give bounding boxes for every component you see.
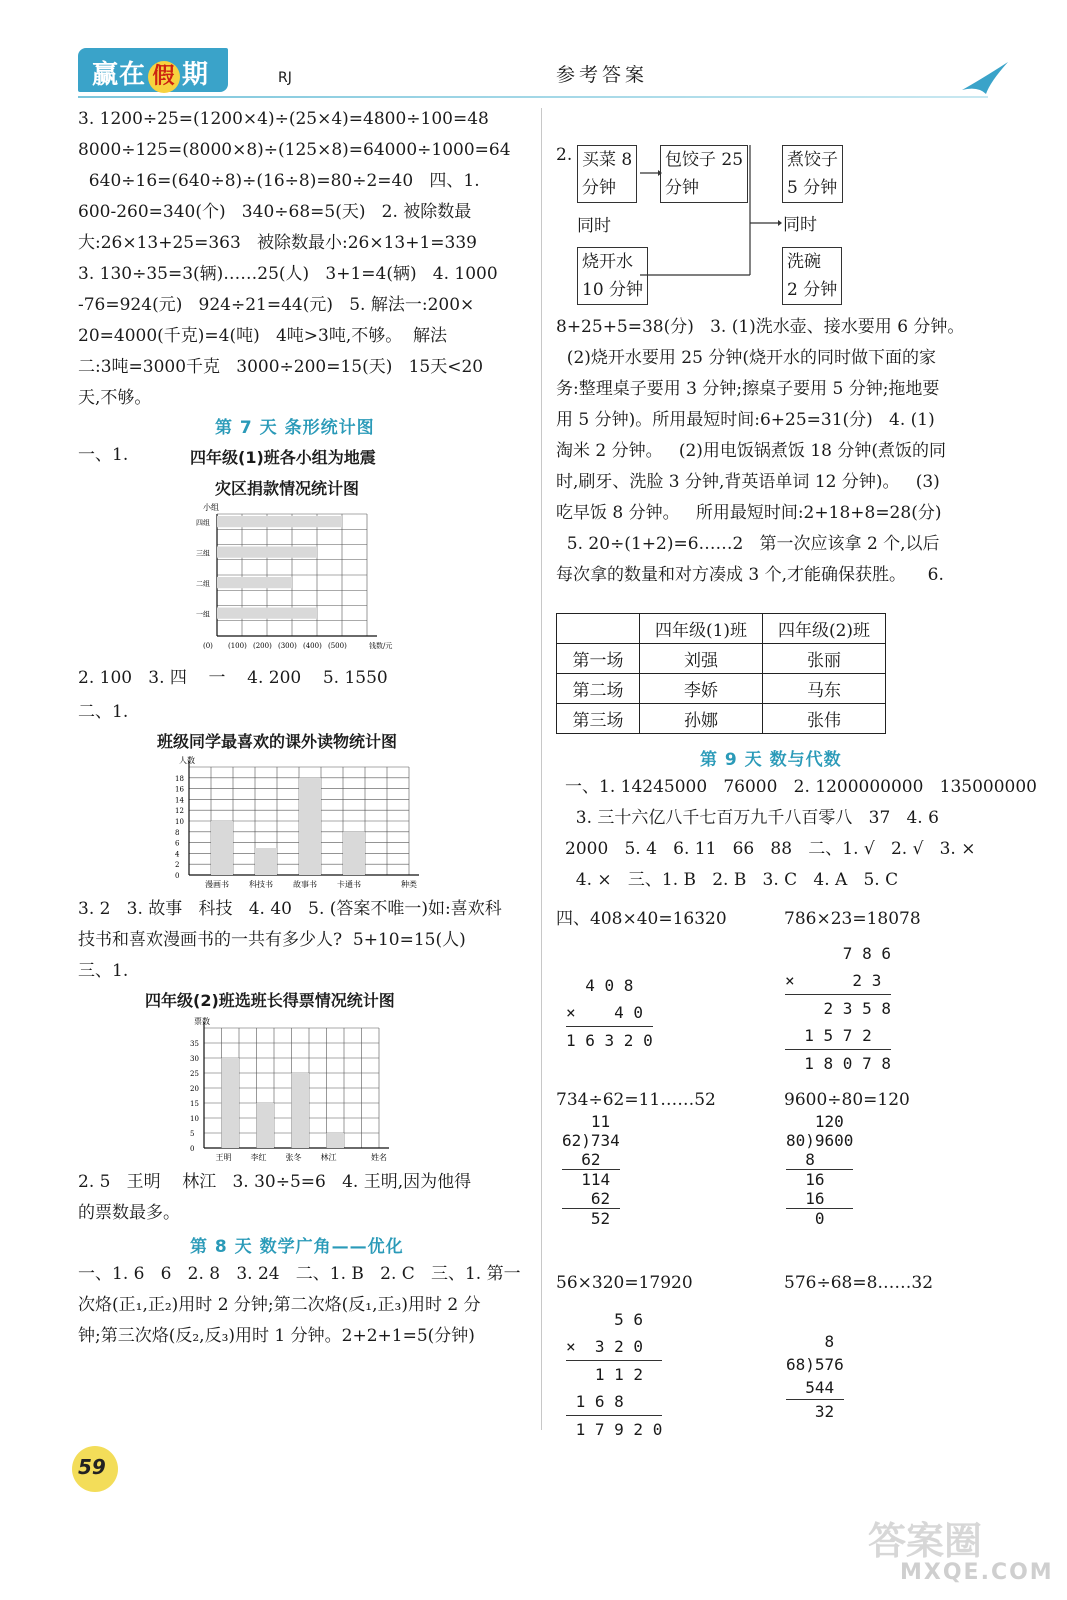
tick-label: (0) <box>203 642 213 650</box>
tick-label: 16 <box>175 785 184 794</box>
page-title: 参考答案 <box>556 64 649 86</box>
axis-label: 小组 <box>203 503 219 512</box>
answer-line: 5. 20÷(1+2)=6……2 第一次应该拿 2 个,以后 <box>556 534 940 554</box>
calc-row: 68)576 <box>786 1355 844 1374</box>
calc-row: 0 <box>786 1209 825 1228</box>
answer-line: 3. 三十六亿八千七百万九千八百零八 37 4. 6 <box>565 808 939 828</box>
equation: 56×320=17920 <box>556 1273 693 1293</box>
answer-line: 天,不够。 <box>78 388 152 408</box>
equation: 9600÷80=120 <box>784 1090 910 1110</box>
calc-row: 62 <box>562 1150 620 1170</box>
question-label: 二、1. <box>78 702 129 722</box>
tick-label: 8 <box>175 828 180 837</box>
calc-row: × 3 2 0 <box>566 1333 662 1361</box>
question-label: 一、1. <box>78 445 129 465</box>
calc-row: 8 <box>786 1332 835 1351</box>
table-cell: 李娇 <box>640 674 763 704</box>
calc-row: 62 <box>562 1189 620 1209</box>
category-label: 故事书 <box>293 880 317 889</box>
answer-line: 3. 130÷35=3(辆)……25(人) 3+1=4(辆) 4. 1000 <box>78 264 498 284</box>
calc-row: 4 0 8 <box>566 976 634 995</box>
calc-row: 544 <box>786 1376 844 1400</box>
logo-text-b: 假 <box>148 61 180 93</box>
question-label: 2. <box>556 145 573 165</box>
chart-donations <box>195 500 395 660</box>
answer-line: 用 5 分钟)。所用最短时间:6+25=31(分) 4. (1) <box>556 410 935 430</box>
vertical-calc <box>562 1112 620 1228</box>
tick-label: 0 <box>175 872 180 880</box>
table-cell: 第二场 <box>557 674 640 704</box>
flow-arrows <box>640 145 785 305</box>
answer-line: -76=924(元) 924÷21=44(元) 5. 解法一:200× <box>78 295 475 315</box>
bar <box>292 1073 310 1148</box>
table-cell: 第三场 <box>557 704 640 734</box>
answer-line: 技书和喜欢漫画书的一共有多少人? 5+10=15(人) <box>78 930 466 950</box>
answer-line: 2. 100 3. 四 一 4. 200 5. 1550 <box>78 668 388 688</box>
answer-line: 一、1. 14245000 76000 2. 1200000000 135000000 <box>565 777 1037 797</box>
answer-line: 640÷16=(640÷8)÷(16÷8)=80÷2=40 四、1. <box>78 171 480 191</box>
logo-text-c: 期 <box>182 60 210 90</box>
calc-row: 2 3 5 8 <box>785 999 891 1018</box>
calc-row: 1 8 0 7 8 <box>785 1054 891 1073</box>
tick-label: 10 <box>175 818 184 826</box>
answer-line: 时,刷牙、洗脸 3 分钟,背英语单词 12 分钟)。 (3) <box>556 472 940 492</box>
axis-label: 种类 <box>401 880 417 889</box>
category-label: 林江 <box>320 1153 337 1162</box>
logo <box>92 54 209 93</box>
bar <box>211 821 233 875</box>
calc-row: 1 6 8 <box>566 1388 662 1416</box>
bar <box>257 1103 275 1148</box>
bar <box>255 848 277 875</box>
answer-line: 钟;第三次烙(反₂,反₃)用时 1 分钟。2+2+1=5(分钟) <box>78 1326 475 1346</box>
calc-row: 52 <box>562 1209 611 1228</box>
axis-label: 票数 <box>194 1017 210 1026</box>
tick-label: 6 <box>175 839 180 848</box>
tick-label: (300) <box>278 642 297 650</box>
flow-simultaneous: 同时 <box>577 216 611 236</box>
category-label: 三组 <box>196 549 210 558</box>
vertical-calc <box>566 972 653 1054</box>
table-row <box>557 674 886 704</box>
tick-label: 5 <box>190 1130 195 1138</box>
category-label: 张冬 <box>285 1153 302 1162</box>
category-label: 二组 <box>196 580 210 588</box>
bar <box>327 1133 345 1148</box>
calc-row: 5 6 <box>566 1310 644 1329</box>
section-day8: 第 8 天 数学广角——优化 <box>190 1237 404 1257</box>
table-cell <box>557 614 640 644</box>
tick-label: (100) <box>228 642 247 650</box>
tick-label: 14 <box>175 796 184 805</box>
flow-node-dumplings: 包饺子 25 分钟 <box>660 145 748 203</box>
calc-row: 32 <box>786 1402 835 1421</box>
bar <box>299 778 321 875</box>
table-cell: 张伟 <box>763 704 886 734</box>
flow-node-water: 烧开水 10 分钟 <box>577 247 648 305</box>
watermark-url: MXQE.COM <box>900 1560 1054 1585</box>
bar <box>222 1058 240 1148</box>
column-divider <box>541 108 542 1430</box>
calc-row: 114 <box>562 1170 611 1189</box>
category-label: 四组 <box>196 519 210 527</box>
table-cell: 张丽 <box>763 644 886 674</box>
chart-votes <box>180 1014 400 1164</box>
tick-label: 20 <box>190 1085 199 1093</box>
calc-row: 7 8 6 <box>785 944 891 963</box>
answer-line: 4. × 三、1. B 2. B 3. C 4. A 5. C <box>565 870 899 890</box>
answer-line: 2000 5. 4 6. 11 66 88 二、1. √ 2. √ 3. × <box>565 839 976 859</box>
axis-label: 人数 <box>179 756 195 765</box>
vertical-calc <box>786 1330 844 1423</box>
flow-node-boil: 煮饺子 5 分钟 <box>782 145 843 203</box>
table-cell: 四年级(2)班 <box>763 614 886 644</box>
bar <box>217 608 317 619</box>
bird-icon <box>960 60 1010 96</box>
answer-line: 淘米 2 分钟。 (2)用电饭锅煮饭 18 分钟(煮饭的同 <box>556 441 946 461</box>
right-answers <box>556 312 1016 591</box>
calc-row: 16 <box>786 1189 853 1209</box>
category-label: 漫画书 <box>205 880 229 889</box>
logo-text-a: 赢在 <box>92 60 147 90</box>
category-label: 李红 <box>250 1153 267 1162</box>
tick-label: 2 <box>175 861 180 870</box>
section-day7: 第 7 天 条形统计图 <box>215 418 375 438</box>
tick-label: 15 <box>190 1100 199 1108</box>
answer-line: 二:3吨=3000千克 3000÷200=15(天) 15天<20 <box>78 357 484 377</box>
chart-title: 四年级(2)班选班长得票情况统计图 <box>145 991 395 1010</box>
tick-label: 30 <box>190 1055 199 1063</box>
equation: 734÷62=11……52 <box>556 1090 716 1110</box>
calc-row: 11 <box>562 1112 611 1131</box>
tick-label: (200) <box>253 642 272 650</box>
category-label: 王明 <box>215 1153 232 1162</box>
calc-row: 120 <box>786 1112 844 1131</box>
calc-row: 1 5 7 2 <box>785 1022 891 1050</box>
bar <box>343 832 365 875</box>
calc-row: × 4 0 <box>566 999 653 1027</box>
answer-line: 吃早饭 8 分钟。 所用最短时间:2+18+8=28(分) <box>556 503 942 523</box>
bar <box>217 516 342 527</box>
category-label: 科技书 <box>249 880 273 889</box>
tick-label: 25 <box>190 1070 199 1078</box>
chart-reading <box>165 755 435 890</box>
answer-line: 每次拿的数量和对方凑成 3 个,才能确保获胜。 6. <box>556 565 944 585</box>
equation: 四、408×40=16320 <box>556 909 727 929</box>
flow-simultaneous: 同时 <box>783 215 817 235</box>
answer-line: (2)烧开水要用 25 分钟(烧开水的同时做下面的家 <box>556 348 936 368</box>
equation: 786×23=18078 <box>784 909 921 929</box>
chart-title: 灾区捐款情况统计图 <box>215 479 360 498</box>
table-cell: 马东 <box>763 674 886 704</box>
calc-row: 1 7 9 2 0 <box>566 1420 663 1439</box>
table-cell: 刘强 <box>640 644 763 674</box>
vertical-calc <box>785 940 891 1077</box>
watermark-logo: 答案圈 <box>868 1519 983 1563</box>
tick-label: (400) <box>303 642 322 650</box>
vertical-calc <box>786 1112 853 1228</box>
answer-line: 次烙(正₁,正₂)用时 2 分钟;第二次烙(反₁,正₃)用时 2 分 <box>78 1295 481 1315</box>
calc-row: 16 <box>786 1170 825 1189</box>
answer-line: 600-260=340(个) 340÷68=5(天) 2. 被除数最 <box>78 202 472 222</box>
vertical-calc <box>566 1306 662 1443</box>
match-table <box>556 613 886 734</box>
answer-line: 3. 2 3. 故事 科技 4. 40 5. (答案不唯一)如:喜欢科 <box>78 899 502 919</box>
tick-label: 4 <box>175 850 180 859</box>
question-label: 三、1. <box>78 961 129 981</box>
chart-title: 班级同学最喜欢的课外读物统计图 <box>157 732 398 751</box>
day9-answers <box>565 772 1037 896</box>
axis-label: 钱数/元 <box>369 642 393 650</box>
table-row <box>557 704 886 734</box>
chart-title: 四年级(1)班各小组为地震 <box>190 448 376 467</box>
category-label: 一组 <box>196 610 210 619</box>
edition-label: RJ <box>278 70 292 86</box>
page-number: 59 <box>78 1455 106 1479</box>
flow-node-buy: 买菜 8 分钟 <box>577 145 637 203</box>
table-cell: 四年级(1)班 <box>640 614 763 644</box>
calc-row: 1 1 2 <box>566 1365 644 1384</box>
table-cell: 孙娜 <box>640 704 763 734</box>
category-label: 卡通书 <box>337 880 361 889</box>
answer-line: 8000÷125=(8000×8)÷(125×8)=64000÷1000=64 <box>78 140 511 160</box>
tick-label: 18 <box>175 774 184 783</box>
answer-line: 务:整理桌子要用 3 分钟;擦桌子要用 5 分钟;拖地要 <box>556 379 940 399</box>
tick-label: 0 <box>190 1145 195 1153</box>
answer-line: 8+25+5=38(分) 3. (1)洗水壶、接水要用 6 分钟。 <box>556 317 965 337</box>
equation: 576÷68=8……32 <box>784 1273 934 1293</box>
answer-line: 20=4000(千克)=4(吨) 4吨>3吨,不够。 解法 <box>78 326 448 346</box>
tick-label: 35 <box>190 1040 199 1048</box>
bar <box>217 577 292 588</box>
tick-label: (500) <box>328 642 347 650</box>
axis-label: 姓名 <box>371 1153 387 1162</box>
calc-row: 62)734 <box>562 1131 620 1150</box>
answer-line: 的票数最多。 <box>78 1203 180 1223</box>
bar <box>217 547 317 558</box>
answer-line: 2. 5 王明 林江 3. 30÷5=6 4. 王明,因为他得 <box>78 1172 472 1192</box>
section-day9: 第 9 天 数与代数 <box>700 750 842 770</box>
answer-line: 3. 1200÷25=(1200×4)÷(25×4)=4800÷100=48 <box>78 109 489 129</box>
answer-line: 大:26×13+25=363 被除数最小:26×13+1=339 <box>78 233 478 253</box>
calc-row: 8 <box>786 1150 853 1170</box>
table-row <box>557 644 886 674</box>
answer-line: 一、1. 6 6 2. 8 3. 24 二、1. B 2. C 三、1. 第一 <box>78 1264 521 1284</box>
calc-row: × 2 3 <box>785 967 891 995</box>
table-row <box>557 614 886 644</box>
header-rule <box>78 96 988 98</box>
flow-node-wash: 洗碗 2 分钟 <box>782 247 842 305</box>
tick-label: 12 <box>175 807 184 816</box>
tick-label: 10 <box>190 1115 199 1123</box>
table-cell: 第一场 <box>557 644 640 674</box>
calc-row: 1 6 3 2 0 <box>566 1031 653 1050</box>
calc-row: 80)9600 <box>786 1131 854 1150</box>
left-answers <box>78 104 528 414</box>
